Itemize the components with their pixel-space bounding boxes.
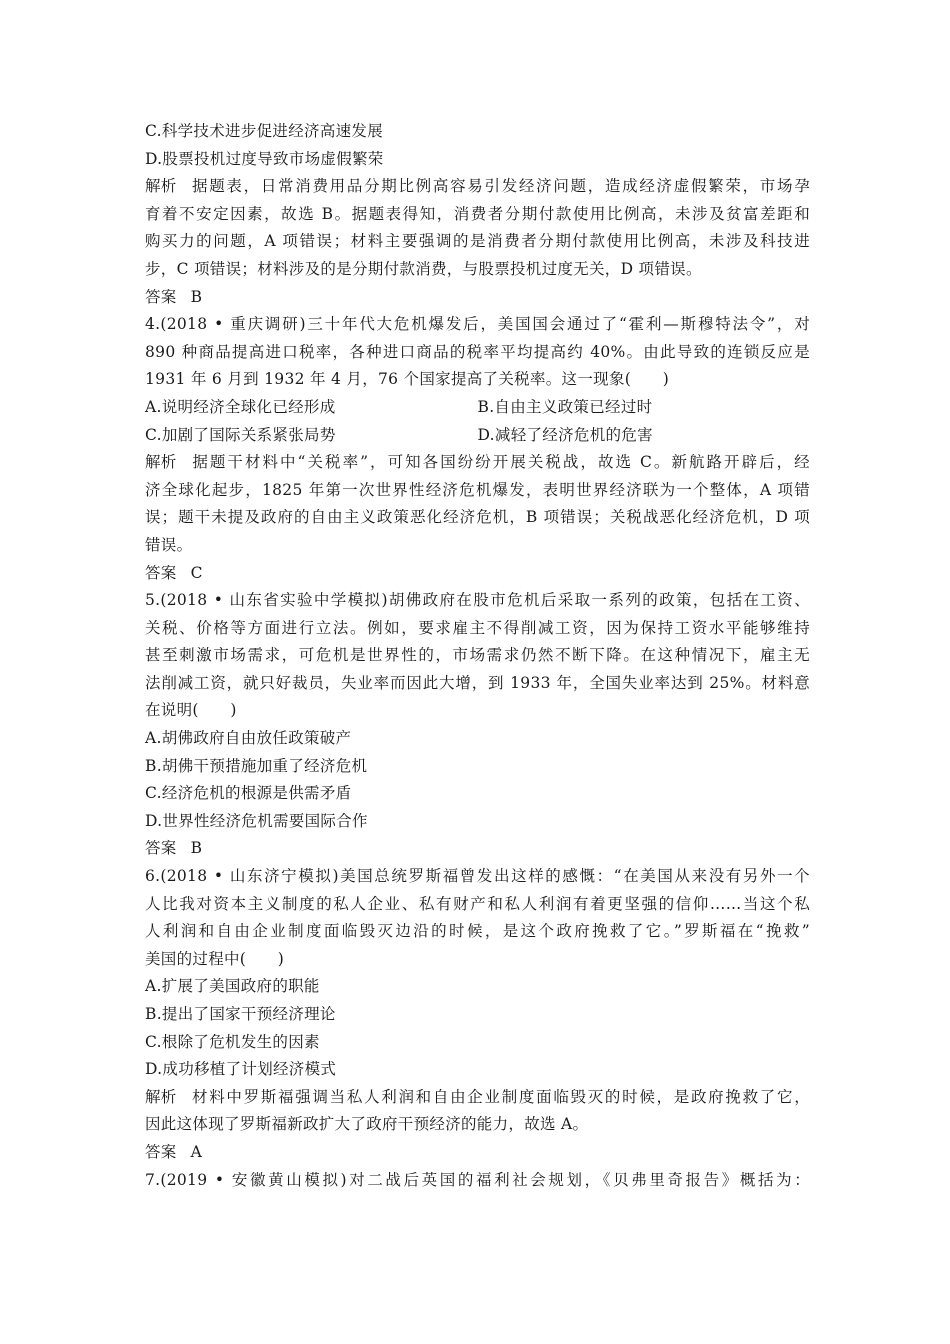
option-c: C.加剧了国际关系紧张局势: [145, 425, 336, 444]
stem-line: 在说明( ): [145, 701, 237, 720]
stem-line: 甚至刺激市场需求，可危机是世界性的，市场需求仍然不断下降。在这种情况下，雇主无: [145, 646, 810, 665]
option-d: D.世界性经济危机需要国际合作: [145, 811, 368, 830]
option-a: A.扩展了美国政府的职能: [145, 977, 320, 996]
option-row: [145, 394, 810, 422]
analysis-line: 解析 据题表，日常消费用品分期比例高容易引发经济问题，造成经济虚假繁荣，市场孕: [145, 173, 810, 201]
option-d: D.股票投机过度导致市场虚假繁荣: [145, 149, 384, 168]
option-c: C.经济危机的根源是供需矛盾: [145, 784, 352, 803]
stem-line: 美国的过程中( ): [145, 949, 285, 968]
stem-line: 5.(2018 • 山东省实验中学模拟)胡佛政府在股市危机后采取一系列的政策，包括在工资、: [145, 591, 810, 610]
analysis-label: 解析: [145, 453, 177, 472]
analysis-line: 济全球化起步，1825 年第一次世界性经济危机爆发，表明世界经济联为一个整体，A 项错: [145, 480, 810, 499]
stem-line: 1931 年 6 月到 1932 年 4 月，76 个国家提高了关税率。这一现象( ): [145, 370, 670, 389]
analysis-line: 购买力的问题，A 项错误；材料主要强调的是消费者分期付款使用比例高，未涉及科技进: [145, 232, 810, 251]
stem-line: 人比我对资本主义制度的私人企业、私有财产和私人利润有着更坚强的信仰……当这个私: [145, 894, 810, 913]
answer-value: C: [190, 563, 203, 582]
option-a: A.胡佛政府自由放任政策破产: [145, 729, 352, 748]
answer-line: [145, 1139, 810, 1167]
option-row: [145, 422, 810, 450]
answer-value: B: [190, 287, 203, 306]
analysis-line: 错误。: [145, 535, 193, 554]
stem-line: 人利润和自由企业制度面临毁灭边沿的时候，是这个政府挽救了它。”罗斯福在“挽救”: [145, 922, 810, 941]
option-b: B.自由主义政策已经过时: [477, 397, 653, 416]
option-d: D.减轻了经济危机的危害: [477, 425, 653, 444]
answer-label: 答案: [145, 1142, 177, 1161]
option-b: B.胡佛干预措施加重了经济危机: [145, 756, 368, 775]
answer-line: [145, 560, 810, 588]
answer-line: [145, 284, 810, 312]
stem-line: 7.(2019 • 安徽黄山模拟)对二战后英国的福利社会规划，《贝弗里奇报告》概括为：: [145, 1170, 810, 1189]
question-5: [145, 587, 810, 863]
option-a: A.说明经济全球化已经形成: [145, 397, 336, 416]
question-7: [145, 1167, 810, 1195]
question-4: [145, 311, 810, 587]
analysis-line: 因此这体现了罗斯福新政扩大了政府干预经济的能力，故选 A。: [145, 1115, 589, 1134]
option-c: C.根除了危机发生的因素: [145, 1032, 320, 1051]
answer-value: A: [190, 1142, 203, 1161]
stem-line: 4.(2018 • 重庆调研)三十年代大危机爆发后，美国国会通过了“霍利—斯穆特法令”，对: [145, 315, 810, 334]
answer-label: 答案: [145, 839, 177, 858]
question-3: [145, 118, 810, 311]
option-c: C.科学技术进步促进经济高速发展: [145, 122, 384, 140]
analysis-label: 解析: [145, 1087, 177, 1106]
analysis-line: 误；题干未提及政府的自由主义政策恶化经济危机，B 项错误；关税战恶化经济危机，D 项: [145, 508, 810, 527]
stem-line: 6.(2018 • 山东济宁模拟)美国总统罗斯福曾发出这样的感慨：“在美国从来没有另外一个: [145, 867, 810, 886]
option-d: D.成功移植了计划经济模式: [145, 1060, 337, 1079]
answer-label: 答案: [145, 287, 177, 306]
analysis-line: 育着不安定因素，故选 B。据题表得知，消费者分期付款使用比例高，未涉及贫富差距和: [145, 204, 810, 223]
stem-line: 法削减工资，就只好裁员，失业率而因此大增，到 1933 年，全国失业率达到 25%。材料意: [145, 673, 810, 692]
analysis-line: 步，C 项错误；材料涉及的是分期付款消费，与股票投机过度无关，D 项错误。: [145, 259, 702, 278]
document-page: [145, 118, 810, 1194]
answer-line: [145, 835, 810, 863]
answer-label: 答案: [145, 563, 177, 582]
analysis-line: 解析 据题干材料中“关税率”，可知各国纷纷开展关税战，故选 C。新航路开辟后，经: [145, 449, 810, 477]
stem-line: 关税、价格等方面进行立法。例如，要求雇主不得削减工资，因为保持工资水平能够维持: [145, 618, 810, 637]
option-b: B.提出了国家干预经济理论: [145, 1005, 336, 1023]
analysis-line: 解析 材料中罗斯福强调当私人利润和自由企业制度面临毁灭的时候，是政府挽救了它，: [145, 1084, 810, 1112]
stem-line: 890 种商品提高进口税率，各种进口商品的税率平均提高约 40%。由此导致的连锁反应是: [145, 342, 810, 361]
answer-value: B: [190, 839, 203, 858]
analysis-label: 解析: [145, 177, 177, 196]
question-6: [145, 863, 810, 1167]
